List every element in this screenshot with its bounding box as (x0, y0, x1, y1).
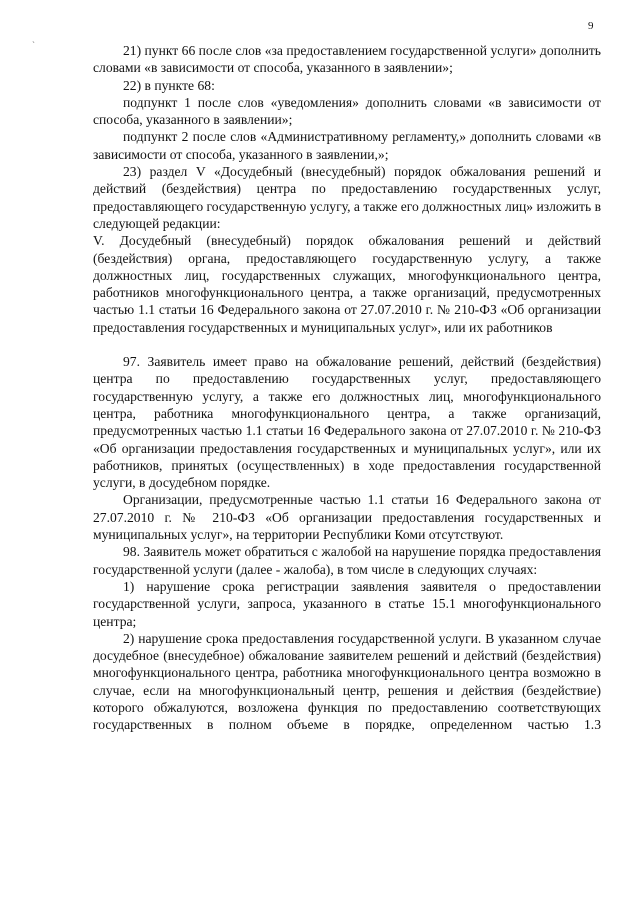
paragraph-organizations: Организации, предусмотренные частью 1.1 статьи 16 Федерального закона от 27.07.2010 г. № 210-ФЗ «Об организации предоставления государственных и муниципальных услуг», на территории Республики Коми отсутствуют. (93, 492, 601, 543)
paragraph-22-subpoint-2: подпункт 2 после слов «Административному регламенту,» дополнить словами «в зависимости от способа, указанного в заявлении,»; (93, 129, 601, 162)
paragraph-23: 23) раздел V «Досудебный (внесудебный) порядок обжалования решений и действий (бездействия) центра по предоставлению государственных услуг, предоставляющего государственную услугу, а также его должностных лиц» изложить в следующей редакции: (93, 164, 601, 231)
paragraph-98: 98. Заявитель может обратиться с жалобой на нарушение порядка предоставления государственной услуги (далее - жалоба), в том числе в следующих случаях: (93, 544, 601, 577)
paragraph-97: 97. Заявитель имеет право на обжалование решений, действий (бездействия) центра по предоставлению государственных услуг, предоставляющего государственную услугу, а также его должностных лиц, многофункционального центра, работника многофункционального центра, а также организаций, предусмотренных частью 1.1 статьи 16 Федерального закона от 27.07.2010 г. № 210-ФЗ «Об организации предоставления государственных и муниципальных услуг», или их работников, принятых (осуществленных) в ходе предоставления государственной услуги, в досудебном порядке. (93, 354, 601, 491)
paragraph-22: 22) в пункте 68: (123, 77, 215, 93)
page-number: 9 (588, 20, 594, 32)
section-title: V. Досудебный (внесудебный) порядок обжалования решений и действий (бездействия) органа, предоставляющего государственную услугу, а также должностных лиц, государственных служащих, многофункционального центра, работников многофункционального центра, а также организаций, предусмотренных частью 1.1 статьи 16 Федерального закона от 27.07.2010 г. № 210-ФЗ «Об организации предоставления государственных и муниципальных услуг», или их работников (93, 233, 601, 335)
corner-mark: ` (32, 40, 35, 50)
document-body (93, 42, 601, 734)
paragraph-22-subpoint-1: подпункт 1 после слов «уведомления» дополнить словами «в зависимости от способа, указанного в заявлении»; (93, 94, 601, 128)
paragraph-98-item-1: 1) нарушение срока регистрации заявления заявителя о предоставлении государственной услуги, запроса, указанного в статье 15.1 многофункционального центра; (93, 578, 601, 629)
paragraph-21: 21) пункт 66 после слов «за предоставлением государственной услуги» дополнить словами «в зависимости от способа, указанного в заявлении»; (93, 43, 601, 76)
spacer (93, 336, 601, 353)
paragraph-98-item-2: 2) нарушение срока предоставления государственной услуги. В указанном случае досудебное (внесудебное) обжалование заявителем решений и действий (бездействия) многофункционального центра, работника многофункционального центра возможно в случае, если на многофункциональный центр, решения и действия (бездействие) которого обжалуются, возложена функция по предоставлению соответствующих государственных в полном объеме в порядке, определенном частью 1.3 (93, 630, 601, 733)
